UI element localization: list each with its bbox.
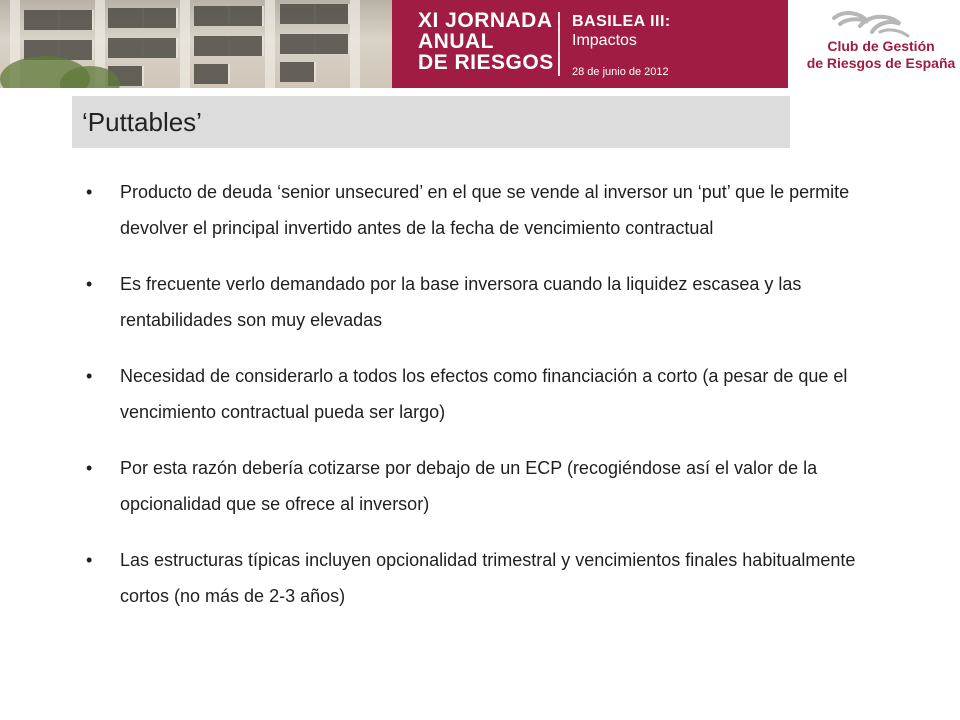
- building-photo: [0, 0, 392, 88]
- bullet-item: • Es frecuente verlo demandado por la base inversora cuando la liquidez escasea y las rentabilidades son muy elevadas: [80, 266, 870, 338]
- bullet-item: • Por esta razón debería cotizarse por debajo de un ECP (recogiéndose así el valor de la opcionalidad que se ofrece al inversor): [80, 450, 870, 522]
- bullet-icon: •: [86, 458, 93, 478]
- bullet-icon: •: [86, 550, 93, 570]
- bullet-icon: •: [86, 182, 93, 202]
- club-logo-icon: [830, 8, 912, 40]
- slide-title: ‘Puttables’: [82, 107, 202, 137]
- club-logo: [788, 0, 960, 88]
- header: [0, 0, 960, 88]
- bullet-item: • Las estructuras típicas incluyen opcionalidad trimestral y vencimientos finales habitualmente cortos (no más de 2-3 años): [80, 542, 870, 614]
- bullet-item: • Producto de deuda ‘senior unsecured’ en el que se vende al inversor un ‘put’ que le permite devolver el principal invertido antes de la fecha de vencimiento contractual: [80, 174, 870, 246]
- bullet-icon: •: [86, 366, 93, 386]
- banner-divider: [558, 12, 560, 76]
- event-topic: BASILEA III: Impactos: [572, 13, 671, 49]
- bullet-list: [80, 174, 870, 634]
- club-name: Club de Gestión de Riesgos de España: [806, 38, 956, 71]
- event-date: 28 de junio de 2012: [572, 66, 669, 78]
- bullet-item: • Necesidad de considerarlo a todos los efectos como financiación a corto (a pesar de que el vencimiento contractual pueda ser largo): [80, 358, 870, 430]
- event-name: XI JORNADA ANUAL DE RIESGOS: [418, 9, 554, 74]
- event-banner: [392, 0, 788, 88]
- title-bar: [72, 96, 790, 148]
- bullet-icon: •: [86, 274, 93, 294]
